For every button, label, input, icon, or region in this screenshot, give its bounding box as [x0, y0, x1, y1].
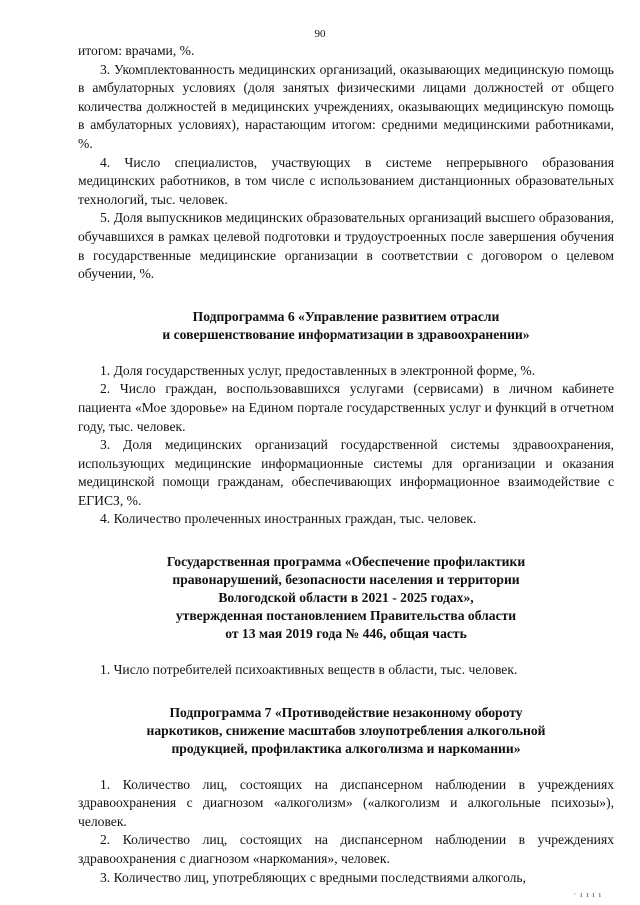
state-program-heading [78, 553, 614, 643]
heading-line: правонарушений, безопасности населения и территории [172, 572, 520, 588]
heading-line: от 13 мая 2019 года № 446, общая часть [225, 626, 467, 642]
subprogram7-heading [78, 704, 614, 758]
heading-line: продукцией, профилактика алкоголизма и наркомании» [171, 740, 521, 756]
list-item: 3. Доля медицинских организаций государственной системы здравоохранения, использующих медицинские информационные системы для организации и оказания медицинской помощи гражданам, обеспечивающих информационное взаимодействие с ЕГИСЗ, %. [78, 437, 614, 508]
paragraph: 5. Доля выпускников медицинских образовательных организаций высшего образования, обучавшихся в рамках целевой подготовки и трудоустроенных после завершения обучения в государственные медицинские организации в соответствии с договором о целевом обучении, %. [78, 210, 614, 282]
paragraph: 3. Укомплектованность медицинских организаций, оказывающих медицинскую помощь в амбулаторных условиях (доля занятых физическими лицами должностей от общего количества должностей в медицинских учреждениях, оказывающих медицинскую помощь в амбулаторных условиях), нарастающим итогом: средними медицинскими работниками, %. [78, 61, 614, 151]
heading-line: Подпрограмма 7 «Противодействие незаконному обороту [169, 704, 523, 720]
scan-mark: · ı ı ı ı [573, 890, 602, 899]
heading-line: Вологодской области в 2021 - 2025 годах», [218, 590, 474, 606]
paragraph: итогом: врачами, %. [78, 43, 195, 58]
list-item: 3. Количество лиц, употребляющих с вредными последствиями алкоголь, [100, 869, 527, 885]
heading-line: и совершенствование информатизации в здравоохранении» [162, 326, 530, 342]
list-item: 1. Доля государственных услуг, предоставленных в электронной форме, %. [100, 362, 536, 378]
heading-line: Подпрограмма 6 «Управление развитием отрасли [192, 308, 500, 324]
heading-line: Государственная программа «Обеспечение профилактики [166, 554, 526, 570]
list-item: 1. Число потребителей психоактивных веществ в области, тыс. человек. [100, 662, 518, 678]
list-item: 2. Число граждан, воспользовавшихся услугами (сервисами) в личном кабинете пациента «Мое здоровье» на Едином портале государственных услуг и функций в отчетном году, тыс. человек. [78, 381, 614, 434]
subprogram6-heading [78, 308, 614, 344]
document-body [78, 42, 614, 887]
list-item: 1. Количество лиц, состоящих на диспансерном наблюдении в учреждениях здравоохранения с диагнозом «алкоголизм» («алкоголизм и алкогольные психозы»), человек. [78, 776, 614, 829]
list-item: 2. Количество лиц, состоящих на диспансерном наблюдении в учреждениях здравоохранения с диагнозом «наркомания», человек. [78, 832, 614, 867]
paragraph: 4. Число специалистов, участвующих в системе непрерывного образования медицинских работников, в том числе с использованием дистанционных образовательных технологий, тыс. человек. [78, 154, 614, 207]
heading-line: наркотиков, снижение масштабов злоупотребления алкогольной [146, 722, 546, 738]
list-item: 4. Количество пролеченных иностранных граждан, тыс. человек. [100, 511, 477, 527]
heading-line: утвержденная постановлением Правительства области [175, 608, 517, 624]
page-number: 90 [314, 28, 326, 40]
